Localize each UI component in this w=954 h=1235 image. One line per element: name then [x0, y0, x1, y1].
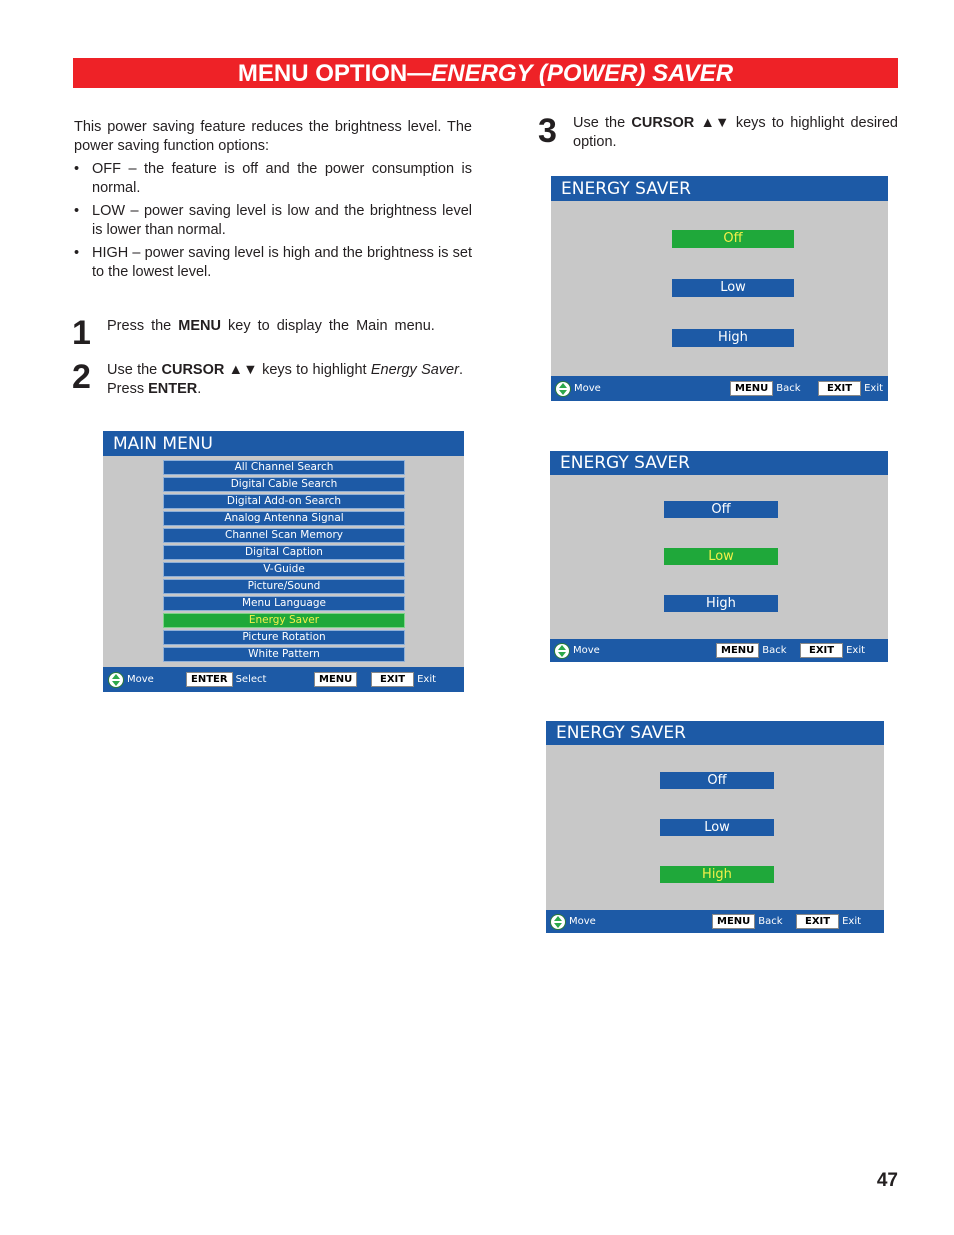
- step-1-text: [107, 317, 463, 336]
- menu-item-picture-rotation[interactable]: Picture Rotation: [163, 630, 405, 645]
- menu-key[interactable]: MENU: [730, 381, 773, 396]
- bullet-symbol: •: [74, 203, 80, 219]
- menu-item-picture-sound[interactable]: Picture/Sound: [163, 579, 405, 594]
- step-2-key2: ENTER: [148, 381, 198, 397]
- energy-saver-title: ENERGY SAVER: [550, 451, 888, 475]
- section-title-italic: ENERGY (POWER) SAVER: [431, 60, 734, 87]
- menu-item-white-pattern[interactable]: White Pattern: [163, 647, 405, 662]
- footer-move-label: Move: [574, 383, 601, 394]
- bullet-symbol: •: [74, 245, 80, 261]
- bullet-list: [74, 160, 472, 282]
- option-high[interactable]: High: [660, 866, 774, 883]
- energy-saver-screen-low: [550, 451, 888, 662]
- bullet-item-off: [74, 160, 472, 198]
- energy-saver-footer: [551, 376, 888, 401]
- bullet-symbol: •: [74, 161, 80, 177]
- footer-exit-label: Exit: [864, 383, 884, 394]
- footer-menu: [314, 667, 357, 692]
- bullet-text: OFF – the feature is off and the power consumption is normal.: [92, 161, 472, 196]
- step-2-pre: Use the: [107, 362, 162, 378]
- step-1-pre: Press the: [107, 318, 179, 334]
- energy-saver-title: ENERGY SAVER: [551, 176, 888, 201]
- main-menu-title: MAIN MENU: [103, 431, 464, 456]
- bullet-text: LOW – power saving level is low and the brightness level is lower than normal.: [92, 203, 472, 238]
- menu-item-digital-add-on-search[interactable]: Digital Add-on Search: [163, 494, 405, 509]
- menu-item-digital-cable-search[interactable]: Digital Cable Search: [163, 477, 405, 492]
- move-arrows-icon: [554, 643, 570, 659]
- step-3-number: 3: [538, 112, 557, 150]
- menu-item-analog-antenna-signal[interactable]: Analog Antenna Signal: [163, 511, 405, 526]
- footer-move: [108, 667, 154, 692]
- enter-key[interactable]: ENTER: [186, 672, 233, 687]
- main-menu-screen: [103, 431, 464, 692]
- footer-back-label: Back: [776, 383, 801, 394]
- move-arrows-icon: [108, 672, 124, 688]
- footer-back-label: Back: [758, 916, 783, 927]
- energy-saver-footer: [550, 639, 888, 662]
- exit-key[interactable]: EXIT: [796, 914, 839, 929]
- footer-back-label: Back: [762, 645, 787, 656]
- footer-exit: [371, 667, 436, 692]
- menu-item-channel-scan-memory[interactable]: Channel Scan Memory: [163, 528, 405, 543]
- step-2-text: [107, 361, 463, 399]
- footer-select-label: Select: [235, 674, 267, 685]
- exit-key[interactable]: EXIT: [371, 672, 414, 687]
- step-2-italic: Energy Saver: [370, 362, 459, 378]
- step-1-post: key to display the Main menu.: [220, 318, 435, 334]
- option-off[interactable]: Off: [672, 230, 794, 248]
- step-3-post: keys to highlight desired option.: [573, 115, 898, 150]
- footer-back: [730, 376, 801, 401]
- energy-saver-footer: [546, 910, 884, 933]
- option-low[interactable]: Low: [664, 548, 778, 565]
- footer-exit-label: Exit: [842, 916, 862, 927]
- option-off[interactable]: Off: [660, 772, 774, 789]
- move-arrows-icon: [550, 914, 566, 930]
- menu-key[interactable]: MENU: [314, 672, 357, 687]
- option-high[interactable]: High: [664, 595, 778, 612]
- energy-saver-screen-off: [551, 176, 888, 401]
- footer-exit: [796, 910, 861, 933]
- page-number: 47: [876, 1170, 898, 1191]
- energy-saver-screen-high: [546, 721, 884, 933]
- footer-move: [554, 639, 600, 662]
- option-off[interactable]: Off: [664, 501, 778, 518]
- footer-exit: [800, 639, 865, 662]
- step-3-text: [573, 114, 898, 152]
- step-2-post: .: [197, 381, 202, 397]
- step-1-key: MENU: [178, 318, 221, 334]
- bullet-text: HIGH – power saving level is high and the brightness is set to the lowest level.: [92, 245, 472, 280]
- footer-exit-label: Exit: [417, 674, 437, 685]
- footer-back: [712, 910, 783, 933]
- bullet-item-high: [74, 244, 472, 282]
- footer-exit-label: Exit: [846, 645, 866, 656]
- option-low[interactable]: Low: [660, 819, 774, 836]
- step-2-key: CURSOR ▲▼: [161, 362, 258, 378]
- footer-exit: [818, 376, 883, 401]
- energy-saver-title: ENERGY SAVER: [546, 721, 884, 745]
- option-high[interactable]: High: [672, 329, 794, 347]
- menu-key[interactable]: MENU: [712, 914, 755, 929]
- menu-key[interactable]: MENU: [716, 643, 759, 658]
- step-2-number: 2: [72, 358, 91, 396]
- step-1-number: 1: [72, 314, 91, 352]
- move-arrows-icon: [555, 381, 571, 397]
- footer-move: [550, 910, 596, 933]
- menu-item-energy-saver[interactable]: Energy Saver: [163, 613, 405, 628]
- menu-item-digital-caption[interactable]: Digital Caption: [163, 545, 405, 560]
- footer-back: [716, 639, 787, 662]
- step-2-mid2: . Press: [107, 362, 463, 397]
- main-menu-footer: [103, 667, 464, 692]
- footer-move-label: Move: [573, 645, 600, 656]
- footer-move: [555, 376, 601, 401]
- footer-move-label: Move: [569, 916, 596, 927]
- bullet-item-low: [74, 202, 472, 240]
- step-2-mid: keys to highlight: [257, 362, 371, 378]
- section-title-bar: [73, 58, 898, 88]
- step-3-key: CURSOR ▲▼: [631, 115, 730, 131]
- menu-item-v-guide[interactable]: V-Guide: [163, 562, 405, 577]
- section-title-main: MENU OPTION—: [237, 60, 432, 87]
- menu-item-menu-language[interactable]: Menu Language: [163, 596, 405, 611]
- step-3-pre: Use the: [573, 115, 632, 131]
- exit-key[interactable]: EXIT: [818, 381, 861, 396]
- exit-key[interactable]: EXIT: [800, 643, 843, 658]
- intro-paragraph: This power saving feature reduces the brightness level. The power saving function options:: [74, 119, 472, 154]
- menu-item-all-channel-search[interactable]: All Channel Search: [163, 460, 405, 475]
- footer-move-label: Move: [127, 674, 154, 685]
- option-low[interactable]: Low: [672, 279, 794, 297]
- footer-select: [186, 667, 266, 692]
